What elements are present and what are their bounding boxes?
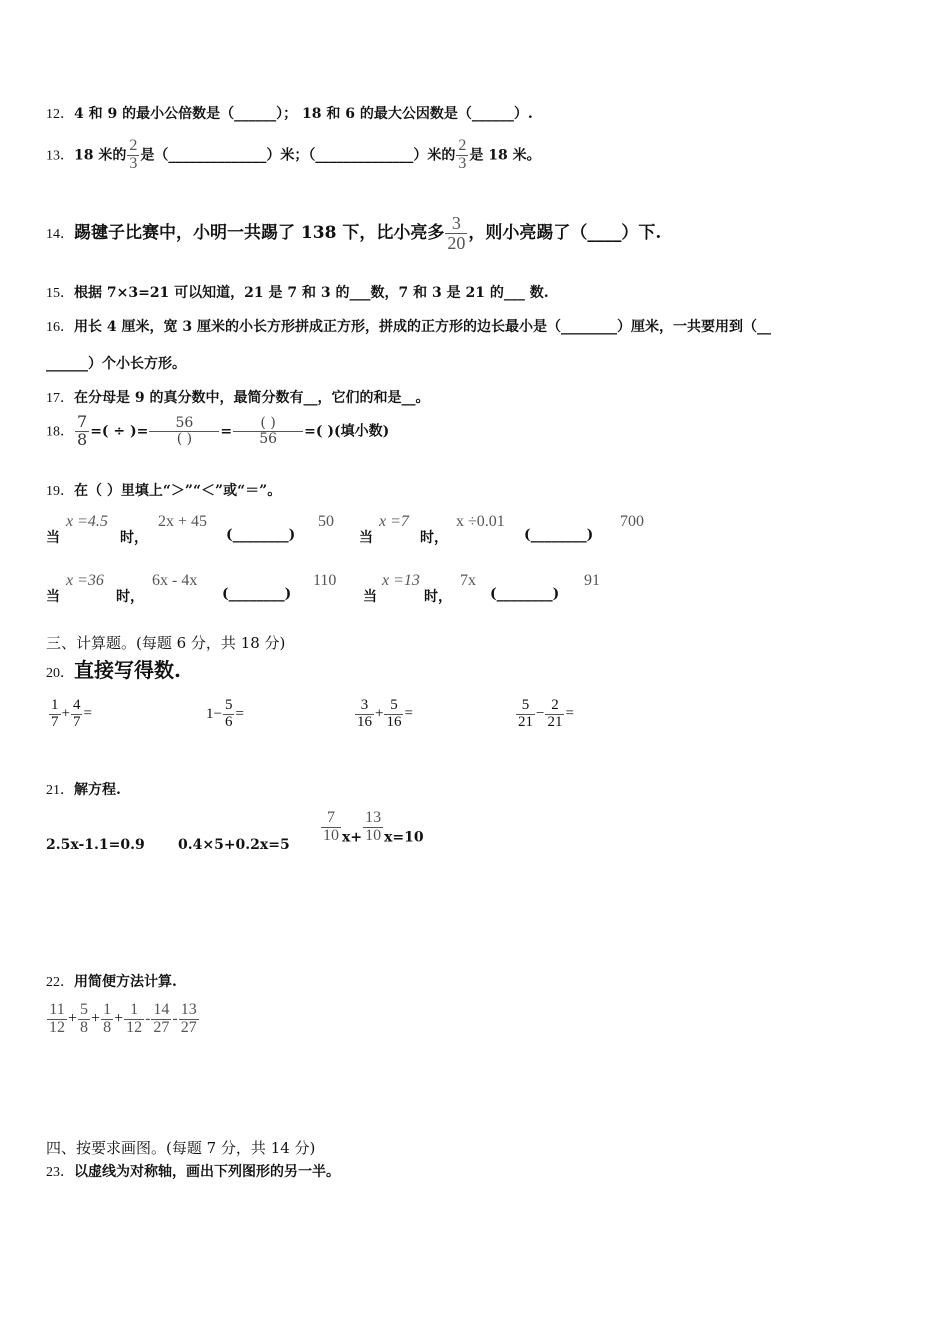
denominator: 21 xyxy=(518,713,533,730)
q12-text-a: 4 和 9 的最小公倍数是（ xyxy=(74,106,235,122)
numerator: 2 xyxy=(551,697,559,713)
denominator: 7 xyxy=(72,713,81,730)
q14-text-a: 踢毽子比赛中，小明一共踢了 138 下，比小亮多 xyxy=(74,222,445,243)
denominator: 10 xyxy=(365,826,382,844)
question-number: 20． xyxy=(46,666,74,681)
fraction xyxy=(151,1002,171,1037)
q13-text-c: ）米；（ xyxy=(266,147,316,164)
numerator: 5 xyxy=(390,697,398,713)
question-number: 19． xyxy=(46,484,74,499)
question-number: 21． xyxy=(46,783,74,798)
section-4-title: 四、按要求画图。(每题 7 分，共 14 分) xyxy=(46,1139,316,1157)
fraction-7-10 xyxy=(321,810,341,845)
denominator: 6 xyxy=(224,713,233,730)
numerator: 7 xyxy=(327,809,335,826)
q14-text-b: ，则小亮踢了（ xyxy=(468,222,588,243)
q21-eq3-text-1: x+ xyxy=(342,829,363,846)
denominator: 20 xyxy=(447,232,466,253)
denominator: 8 xyxy=(77,429,88,449)
q19-item4-value: 91 xyxy=(584,572,600,589)
fraction-blank-56 xyxy=(233,416,303,446)
q13-text-a: 18 米的 xyxy=(74,147,127,164)
question-17 xyxy=(46,387,430,407)
question-23 xyxy=(46,1161,340,1181)
equals: = xyxy=(404,705,413,722)
numerator: 7 xyxy=(77,412,88,431)
fraction xyxy=(516,698,535,731)
question-14 xyxy=(46,214,661,253)
denominator: 27 xyxy=(180,1018,197,1036)
q20-text: 直接写得数. xyxy=(74,658,181,682)
operator: + xyxy=(114,1009,124,1027)
equals: = xyxy=(235,705,244,722)
numerator: 5 xyxy=(521,697,530,713)
fraction-2-3 xyxy=(127,138,139,173)
q19-item1-expr: 2x + 45 xyxy=(158,513,208,530)
denominator: 3 xyxy=(129,154,138,172)
denominator: ( ) xyxy=(176,430,193,447)
q19-item3-value: 110 xyxy=(313,572,337,589)
section-3-title: 三、计算题。(每题 6 分，共 18 分) xyxy=(46,634,286,652)
fraction-2-3-b xyxy=(456,138,468,173)
q21-text: 解方程. xyxy=(74,782,121,798)
operator: + xyxy=(61,705,70,722)
q17-text: 在分母是 9 的真分数中，最简分数有__，它们的和是__。 xyxy=(74,390,430,406)
q21-equation-3 xyxy=(320,810,424,845)
denominator: 27 xyxy=(153,1018,170,1036)
q19-item2-answer-blank: (________) xyxy=(524,527,594,543)
denominator: 56 xyxy=(259,430,278,447)
q12-text-b: ）； 18 和 6 的最大公因数是（ xyxy=(276,106,472,122)
denominator: 8 xyxy=(103,1018,112,1036)
q23-text: 以虚线为对称轴，画出下列图形的另一半。 xyxy=(74,1164,340,1180)
q19-text: 在（ ）里填上“＞”“＜”或“＝”。 xyxy=(74,483,282,499)
q21-equation-2: 0.4×5+0.2x=5 xyxy=(178,837,290,853)
q12-text-c: ）. xyxy=(513,106,533,122)
q20-item-3 xyxy=(354,698,413,731)
q19-item3-mid: 时， xyxy=(116,589,144,605)
q19-item2-cond: x =7 xyxy=(379,513,409,530)
equals: = xyxy=(565,705,574,722)
question-18 xyxy=(46,414,389,449)
q19-item3-answer-blank: (________) xyxy=(222,586,292,602)
q13-text-e: 是 18 米。 xyxy=(469,147,541,164)
q19-item1-mid: 时， xyxy=(120,530,148,546)
question-number: 16． xyxy=(46,320,74,335)
q21-eq3-text-2: x=10 xyxy=(384,829,424,846)
operator: + xyxy=(91,1009,101,1027)
denominator: 8 xyxy=(80,1018,89,1036)
question-20 xyxy=(46,654,181,683)
q22-expression xyxy=(46,1002,200,1037)
fraction xyxy=(545,698,564,731)
q19-item4-mid: 时， xyxy=(424,589,452,605)
numerator: 2 xyxy=(129,137,138,154)
q19-item1-value: 50 xyxy=(318,513,334,530)
q16-text-b: ______）个小长方形。 xyxy=(46,356,186,372)
q19-item4-expr: 7x xyxy=(460,572,476,589)
q18-text-1: =( ÷ )= xyxy=(90,423,149,440)
numerator: 2 xyxy=(458,137,467,154)
operator: − xyxy=(213,705,222,722)
fraction-7-8 xyxy=(75,414,89,449)
question-number: 23． xyxy=(46,1165,74,1180)
numerator: 1 xyxy=(103,1001,112,1018)
operator: - xyxy=(145,1009,151,1027)
numerator: 3 xyxy=(451,213,461,233)
q13-blank-b: ______________ xyxy=(315,147,414,164)
q15-text: 根据 7×3=21 可以知道，21 是 7 和 3 的___数，7 和 3 是 21 的___ 数. xyxy=(74,285,549,301)
numerator: 3 xyxy=(360,697,369,713)
denominator: 7 xyxy=(51,713,59,730)
q14-blank: ____ xyxy=(587,222,622,243)
q19-item3-expr: 6x - 4x xyxy=(152,572,198,589)
fraction xyxy=(384,698,403,731)
q19-item4-pre: 当 xyxy=(363,589,377,605)
q20-item-4 xyxy=(515,698,574,731)
q19-item3-cond: x =36 xyxy=(66,572,104,589)
fraction-56-blank xyxy=(149,416,219,446)
q19-item2-mid: 时， xyxy=(420,530,448,546)
q13-blank-a: ______________ xyxy=(168,147,267,164)
q19-item3-pre: 当 xyxy=(46,589,60,605)
question-number: 12． xyxy=(46,107,74,122)
q12-blank-a: ______ xyxy=(234,106,277,122)
numerator: 13 xyxy=(180,1001,197,1018)
question-number: 22． xyxy=(46,975,74,990)
question-15 xyxy=(46,282,549,302)
numerator: 56 xyxy=(175,415,194,432)
numerator: 5 xyxy=(80,1001,89,1018)
equals: = xyxy=(83,705,92,722)
q19-item4-cond: x =13 xyxy=(382,572,420,589)
fraction-3-20 xyxy=(445,214,467,253)
q22-text: 用简便方法计算. xyxy=(74,974,177,990)
q19-item2-pre: 当 xyxy=(359,530,373,546)
q19-item2-expr: x ÷0.01 xyxy=(456,513,505,530)
denominator: 16 xyxy=(357,713,372,730)
fraction xyxy=(355,698,374,731)
denominator: 12 xyxy=(49,1018,65,1036)
q13-text-d: ）米的 xyxy=(413,147,456,164)
question-21 xyxy=(46,779,121,799)
operator: + xyxy=(375,705,384,722)
q19-item1-answer-blank: (________) xyxy=(226,527,296,543)
question-number: 13． xyxy=(46,148,74,164)
fraction xyxy=(71,698,83,731)
question-16-cont xyxy=(46,353,186,373)
question-number: 17． xyxy=(46,391,74,406)
question-12 xyxy=(46,103,533,123)
q16-text-a: 用长 4 厘米，宽 3 厘米的小长方形拼成正方形，拼成的正方形的边长最小是（________）厘米，一共要用到（__ xyxy=(74,319,771,335)
q13-text-b: 是（ xyxy=(140,147,169,164)
q18-text-3: =( )(填小数) xyxy=(304,423,390,440)
question-16 xyxy=(46,316,771,336)
denominator: 21 xyxy=(547,713,563,730)
numerator: 13 xyxy=(365,809,382,826)
denominator: 12 xyxy=(126,1018,143,1036)
numerator: ( ) xyxy=(260,415,276,432)
question-number: 18． xyxy=(46,424,74,440)
fraction xyxy=(47,1002,67,1037)
denominator: 10 xyxy=(323,826,339,844)
q19-item2-value: 700 xyxy=(620,513,644,530)
fraction xyxy=(78,1002,90,1037)
q21-equation-1: 2.5x-1.1=0.9 xyxy=(46,837,145,853)
denominator: 16 xyxy=(386,713,402,730)
whole-number: 1 xyxy=(206,705,214,722)
q18-text-2: = xyxy=(220,423,233,440)
numerator: 4 xyxy=(72,697,81,713)
fraction xyxy=(49,698,61,731)
fraction xyxy=(124,1002,144,1037)
operator: + xyxy=(68,1009,78,1027)
q19-item1-pre: 当 xyxy=(46,530,60,546)
question-number: 14． xyxy=(46,226,74,242)
q20-item-1 xyxy=(48,698,92,731)
fraction xyxy=(101,1002,113,1037)
q20-item-2 xyxy=(206,698,244,731)
numerator: 11 xyxy=(49,1001,65,1018)
q19-item1-cond: x =4.5 xyxy=(66,513,108,530)
q14-text-c: ）下. xyxy=(621,222,662,243)
q12-blank-b: ______ xyxy=(471,106,514,122)
denominator: 3 xyxy=(458,154,467,172)
question-number: 15． xyxy=(46,286,74,301)
question-22 xyxy=(46,971,177,991)
q19-item4-answer-blank: (________) xyxy=(490,586,560,602)
operator: − xyxy=(536,705,545,722)
numerator: 5 xyxy=(224,697,233,713)
numerator: 1 xyxy=(130,1001,139,1018)
fraction-13-10 xyxy=(363,810,383,845)
question-13 xyxy=(46,138,541,173)
question-19 xyxy=(46,480,281,500)
numerator: 14 xyxy=(153,1001,170,1018)
fraction xyxy=(179,1002,199,1037)
fraction xyxy=(223,698,235,731)
operator: - xyxy=(172,1009,178,1027)
numerator: 1 xyxy=(51,697,59,713)
